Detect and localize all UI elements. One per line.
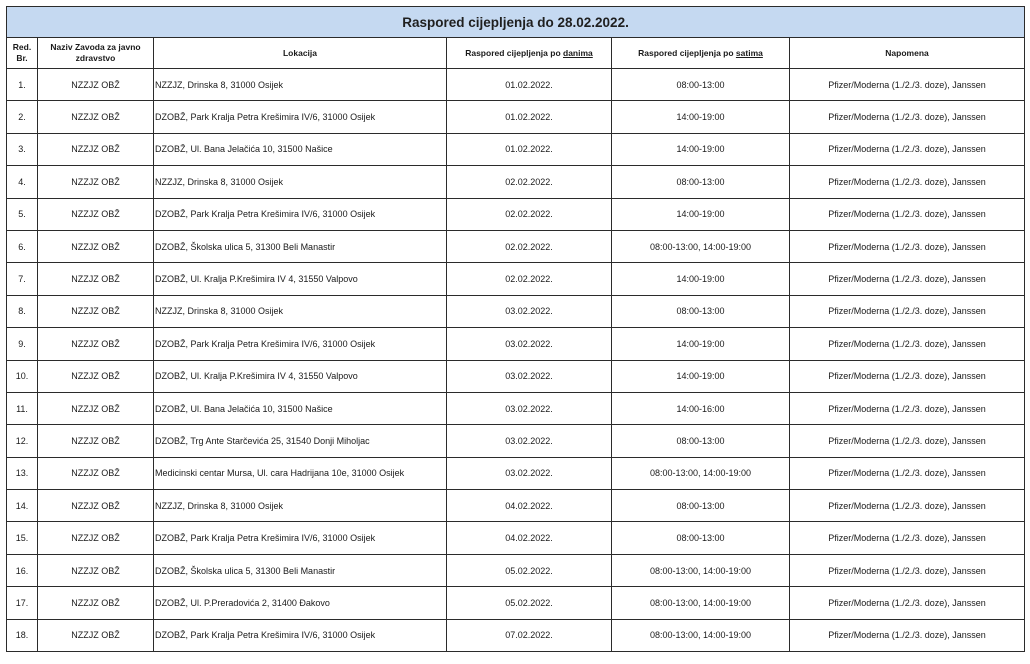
cell-time: 08:00-13:00, 14:00-19:00 — [612, 587, 790, 619]
cell-time: 14:00-19:00 — [612, 101, 790, 133]
cell-note: Pfizer/Moderna (1./2./3. doze), Janssen — [790, 198, 1025, 230]
cell-time: 14:00-19:00 — [612, 360, 790, 392]
cell-location: NZZJZ, Drinska 8, 31000 Osijek — [154, 166, 447, 198]
cell-row-number: 6. — [7, 230, 38, 262]
table-row — [7, 198, 1025, 230]
cell-location: DZOBŽ, Ul. Kralja P.Krešimira IV 4, 31550 Valpovo — [154, 360, 447, 392]
cell-note: Pfizer/Moderna (1./2./3. doze), Janssen — [790, 166, 1025, 198]
cell-institution: NZZJZ OBŽ — [38, 522, 154, 554]
table-row — [7, 69, 1025, 101]
cell-time: 14:00-19:00 — [612, 198, 790, 230]
table-row — [7, 425, 1025, 457]
table-row — [7, 230, 1025, 262]
cell-note: Pfizer/Moderna (1./2./3. doze), Janssen — [790, 554, 1025, 586]
cell-date: 04.02.2022. — [447, 522, 612, 554]
cell-row-number: 17. — [7, 587, 38, 619]
table-row — [7, 360, 1025, 392]
cell-note: Pfizer/Moderna (1./2./3. doze), Janssen — [790, 263, 1025, 295]
cell-time: 08:00-13:00, 14:00-19:00 — [612, 457, 790, 489]
cell-note: Pfizer/Moderna (1./2./3. doze), Janssen — [790, 133, 1025, 165]
cell-location: DZOBŽ, Park Kralja Petra Krešimira IV/6, 31000 Osijek — [154, 101, 447, 133]
cell-time: 08:00-13:00 — [612, 295, 790, 327]
cell-institution: NZZJZ OBŽ — [38, 425, 154, 457]
table-row — [7, 554, 1025, 586]
cell-row-number: 4. — [7, 166, 38, 198]
table-title: Raspored cijepljenja do 28.02.2022. — [7, 7, 1025, 38]
cell-row-number: 13. — [7, 457, 38, 489]
cell-note: Pfizer/Moderna (1./2./3. doze), Janssen — [790, 295, 1025, 327]
cell-time: 08:00-13:00, 14:00-19:00 — [612, 554, 790, 586]
cell-row-number: 7. — [7, 263, 38, 295]
cell-row-number: 10. — [7, 360, 38, 392]
cell-row-number: 11. — [7, 392, 38, 424]
cell-institution: NZZJZ OBŽ — [38, 101, 154, 133]
cell-institution: NZZJZ OBŽ — [38, 133, 154, 165]
cell-row-number: 15. — [7, 522, 38, 554]
cell-row-number: 8. — [7, 295, 38, 327]
cell-note: Pfizer/Moderna (1./2./3. doze), Janssen — [790, 230, 1025, 262]
cell-institution: NZZJZ OBŽ — [38, 69, 154, 101]
header-row — [7, 38, 1025, 69]
schedule-sheet — [6, 6, 1024, 652]
header-institution: Naziv Zavoda za javno zdravstvo — [38, 38, 154, 69]
cell-institution: NZZJZ OBŽ — [38, 619, 154, 651]
cell-date: 03.02.2022. — [447, 328, 612, 360]
cell-row-number: 2. — [7, 101, 38, 133]
cell-location: DZOBŽ, Školska ulica 5, 31300 Beli Manastir — [154, 554, 447, 586]
cell-date: 03.02.2022. — [447, 425, 612, 457]
cell-time: 08:00-13:00 — [612, 166, 790, 198]
header-days-underlined: danima — [563, 47, 593, 58]
header-location: Lokacija — [154, 38, 447, 69]
table-row — [7, 522, 1025, 554]
cell-institution: NZZJZ OBŽ — [38, 490, 154, 522]
cell-row-number: 18. — [7, 619, 38, 651]
cell-institution: NZZJZ OBŽ — [38, 328, 154, 360]
cell-time: 08:00-13:00 — [612, 522, 790, 554]
cell-location: NZZJZ, Drinska 8, 31000 Osijek — [154, 490, 447, 522]
cell-time: 14:00-19:00 — [612, 133, 790, 165]
cell-location: DZOBŽ, Trg Ante Starčevića 25, 31540 Donji Miholjac — [154, 425, 447, 457]
cell-date: 02.02.2022. — [447, 263, 612, 295]
cell-time: 14:00-19:00 — [612, 328, 790, 360]
header-days-prefix: Raspored cijepljenja po — [465, 47, 563, 58]
cell-institution: NZZJZ OBŽ — [38, 587, 154, 619]
cell-institution: NZZJZ OBŽ — [38, 360, 154, 392]
header-hours-prefix: Raspored cijepljenja po — [638, 47, 736, 58]
cell-date: 03.02.2022. — [447, 360, 612, 392]
header-schedule-hours — [612, 38, 790, 69]
cell-row-number: 3. — [7, 133, 38, 165]
cell-note: Pfizer/Moderna (1./2./3. doze), Janssen — [790, 101, 1025, 133]
cell-note: Pfizer/Moderna (1./2./3. doze), Janssen — [790, 392, 1025, 424]
header-hours-underlined: satima — [735, 47, 763, 58]
schedule-table — [6, 6, 1025, 652]
cell-row-number: 16. — [7, 554, 38, 586]
cell-row-number: 5. — [7, 198, 38, 230]
cell-date: 01.02.2022. — [447, 133, 612, 165]
cell-note: Pfizer/Moderna (1./2./3. doze), Janssen — [790, 328, 1025, 360]
cell-time: 14:00-19:00 — [612, 263, 790, 295]
cell-row-number: 1. — [7, 69, 38, 101]
table-row — [7, 133, 1025, 165]
table-body — [7, 69, 1025, 652]
cell-time: 14:00-16:00 — [612, 392, 790, 424]
cell-institution: NZZJZ OBŽ — [38, 392, 154, 424]
cell-location: NZZJZ, Drinska 8, 31000 Osijek — [154, 295, 447, 327]
cell-note: Pfizer/Moderna (1./2./3. doze), Janssen — [790, 490, 1025, 522]
cell-date: 02.02.2022. — [447, 198, 612, 230]
table-row — [7, 392, 1025, 424]
cell-note: Pfizer/Moderna (1./2./3. doze), Janssen — [790, 360, 1025, 392]
table-row — [7, 295, 1025, 327]
cell-date: 02.02.2022. — [447, 166, 612, 198]
cell-institution: NZZJZ OBŽ — [38, 230, 154, 262]
header-nr: Red. Br. — [7, 38, 38, 69]
cell-institution: NZZJZ OBŽ — [38, 166, 154, 198]
cell-row-number: 12. — [7, 425, 38, 457]
cell-date: 07.02.2022. — [447, 619, 612, 651]
cell-note: Pfizer/Moderna (1./2./3. doze), Janssen — [790, 425, 1025, 457]
cell-institution: NZZJZ OBŽ — [38, 263, 154, 295]
cell-location: DZOBŽ, Školska ulica 5, 31300 Beli Manastir — [154, 230, 447, 262]
cell-row-number: 14. — [7, 490, 38, 522]
cell-time: 08:00-13:00 — [612, 69, 790, 101]
cell-note: Pfizer/Moderna (1./2./3. doze), Janssen — [790, 522, 1025, 554]
cell-institution: NZZJZ OBŽ — [38, 198, 154, 230]
cell-location: DZOBŽ, Park Kralja Petra Krešimira IV/6, 31000 Osijek — [154, 328, 447, 360]
cell-time: 08:00-13:00, 14:00-19:00 — [612, 619, 790, 651]
cell-location: Medicinski centar Mursa, Ul. cara Hadrijana 10e, 31000 Osijek — [154, 457, 447, 489]
cell-location: DZOBŽ, Ul. P.Preradovića 2, 31400 Đakovo — [154, 587, 447, 619]
cell-location: DZOBŽ, Ul. Bana Jelačića 10, 31500 Našice — [154, 133, 447, 165]
cell-date: 02.02.2022. — [447, 230, 612, 262]
table-row — [7, 490, 1025, 522]
cell-date: 03.02.2022. — [447, 392, 612, 424]
table-row — [7, 457, 1025, 489]
cell-institution: NZZJZ OBŽ — [38, 457, 154, 489]
cell-date: 03.02.2022. — [447, 457, 612, 489]
table-row — [7, 166, 1025, 198]
cell-date: 05.02.2022. — [447, 587, 612, 619]
table-row — [7, 328, 1025, 360]
cell-note: Pfizer/Moderna (1./2./3. doze), Janssen — [790, 619, 1025, 651]
cell-time: 08:00-13:00 — [612, 490, 790, 522]
cell-row-number: 9. — [7, 328, 38, 360]
header-note: Napomena — [790, 38, 1025, 69]
cell-date: 01.02.2022. — [447, 101, 612, 133]
table-row — [7, 101, 1025, 133]
cell-note: Pfizer/Moderna (1./2./3. doze), Janssen — [790, 69, 1025, 101]
cell-note: Pfizer/Moderna (1./2./3. doze), Janssen — [790, 457, 1025, 489]
cell-date: 05.02.2022. — [447, 554, 612, 586]
cell-location: DZOBŽ, Park Kralja Petra Krešimira IV/6, 31000 Osijek — [154, 522, 447, 554]
cell-date: 04.02.2022. — [447, 490, 612, 522]
cell-time: 08:00-13:00, 14:00-19:00 — [612, 230, 790, 262]
cell-location: NZZJZ, Drinska 8, 31000 Osijek — [154, 69, 447, 101]
cell-note: Pfizer/Moderna (1./2./3. doze), Janssen — [790, 587, 1025, 619]
cell-time: 08:00-13:00 — [612, 425, 790, 457]
cell-date: 03.02.2022. — [447, 295, 612, 327]
table-row — [7, 587, 1025, 619]
cell-date: 01.02.2022. — [447, 69, 612, 101]
cell-institution: NZZJZ OBŽ — [38, 295, 154, 327]
header-schedule-days — [447, 38, 612, 69]
cell-location: DZOBŽ, Park Kralja Petra Krešimira IV/6, 31000 Osijek — [154, 198, 447, 230]
cell-location: DZOBŽ, Park Kralja Petra Krešimira IV/6, 31000 Osijek — [154, 619, 447, 651]
cell-location: DZOBŽ, Ul. Kralja P.Krešimira IV 4, 31550 Valpovo — [154, 263, 447, 295]
cell-institution: NZZJZ OBŽ — [38, 554, 154, 586]
cell-location: DZOBŽ, Ul. Bana Jelačića 10, 31500 Našice — [154, 392, 447, 424]
table-row — [7, 263, 1025, 295]
table-row — [7, 619, 1025, 651]
